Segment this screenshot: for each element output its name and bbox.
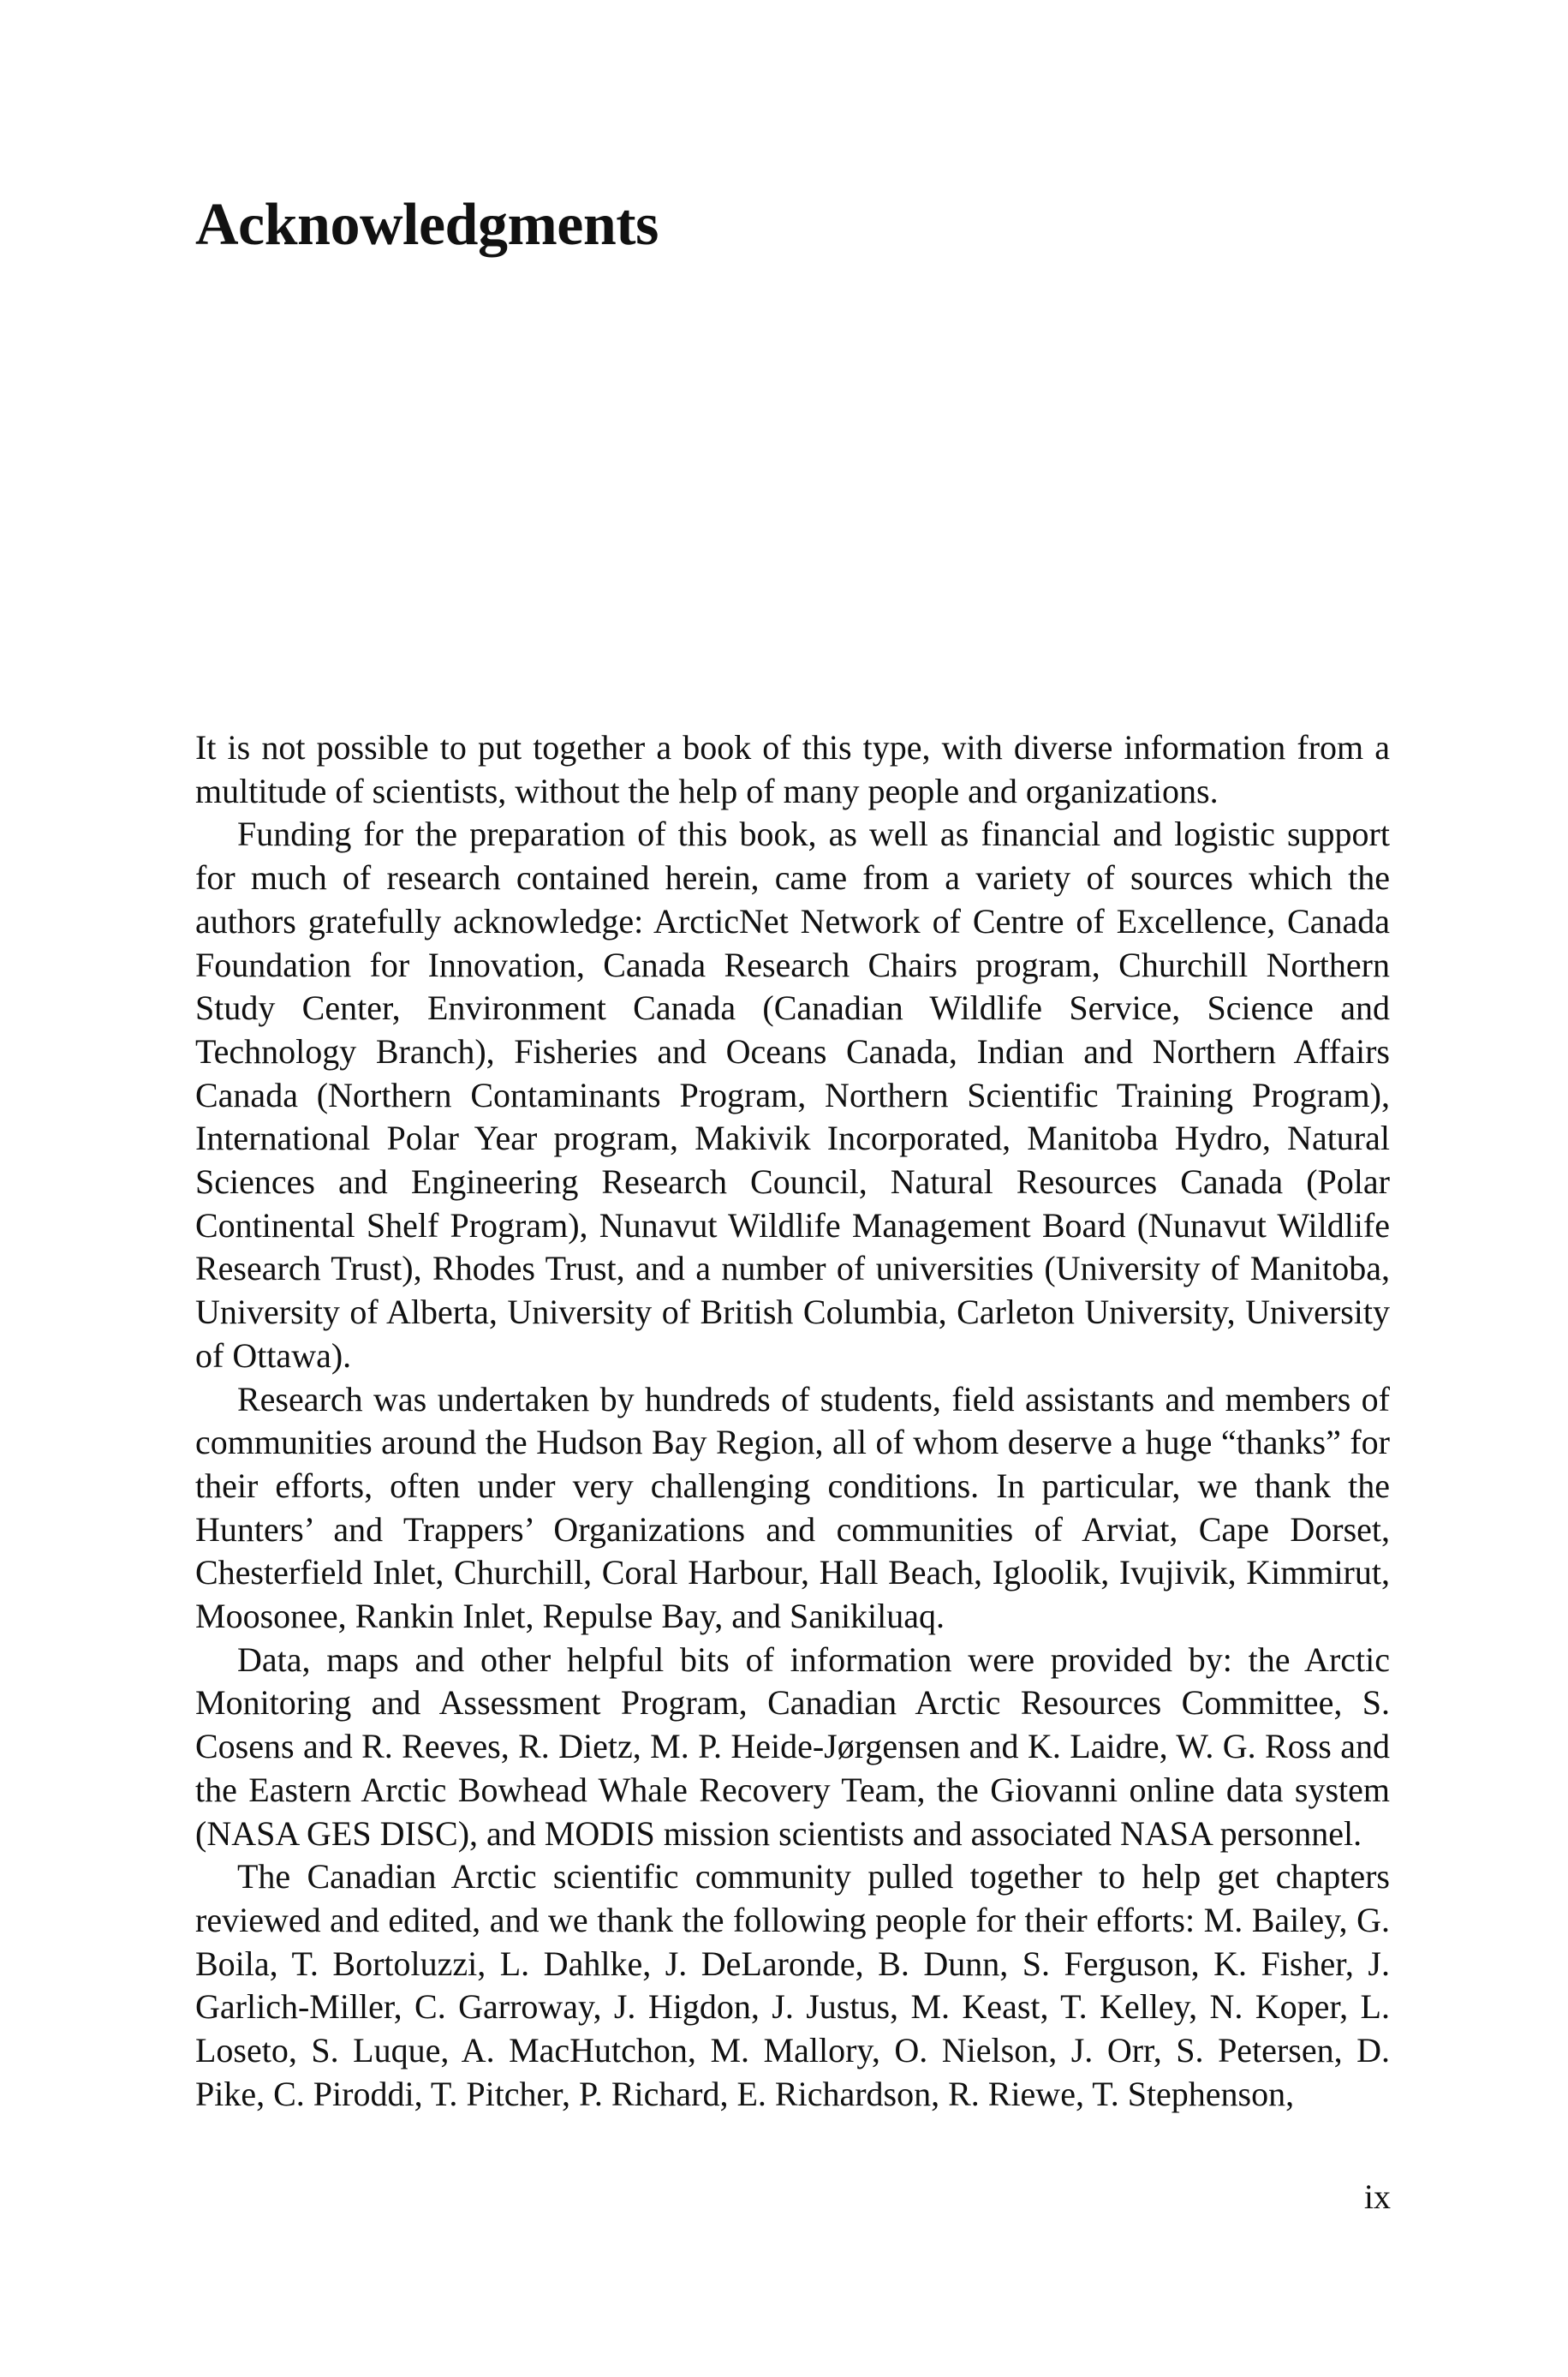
paragraph-reviewers: The Canadian Arctic scientific community pulled together to help get chapters reviewed and edited, and we thank the following people for their efforts: M. Bailey, G. Boila, T. Bortoluzzi, L. Dahlke, J. DeLaronde, B. Dunn, S. Ferguson, K. Fisher, J. Garlich-Miller, C. Garroway, J. Higdon, J. Justus, M. Keast, T. Kelley, N. Koper, L. Loseto, S. Luque, A. MacHutchon, M. Mallory, O. Nielson, J. Orr, S. Petersen, D. Pike, C. Piroddi, T. Pitcher, P. Richard, E. Richardson, R. Riewe, T. Stephenson, [195,1857,1390,2113]
paragraph-research-communities: Research was undertaken by hundreds of students, field assistants and members of communities around the Hudson Bay Region, all of whom deserve a huge “thanks” for their efforts, often under very challenging conditions. In particular, we thank the Hunters’ and Trappers’ Organizations and communities of Arviat, Cape Dorset, Chesterfield Inlet, Churchill, Coral Harbour, Hall Beach, Igloolik, Ivujivik, Kimmirut, Moosonee, Rankin Inlet, Repulse Bay, and Sanikiluaq. [195,1379,1390,1636]
paragraph-intro: It is not possible to put together a book of this type, with diverse information from a multitude of scientists, without the help of many people and organizations. [195,728,1390,810]
page-number: ix [1363,2177,1391,2216]
paragraph-funding: Funding for the preparation of this book, as well as financial and logistic support for much of research contained herein, came from a variety of sources which the authors gratefully acknowledge: ArcticNet Network of Centre of Excellence, Canada Foundation for Innovation, Canada Research Chairs program, Churchill Northern Study Center, Environment Canada (Canadian Wildlife Service, Science and Technology Branch), Fisheries and Oceans Canada, Indian and Northern Affairs Canada (Northern Contaminants Program, Northern Scientific Training Program), International Polar Year program, Makivik Incorporated, Manitoba Hydro, Natural Sciences and Engineering Research Council, Natural Resources Canada (Polar Continental Shelf Program), Nunavut Wildlife Management Board (Nunavut Wildlife Research Trust), Rhodes Trust, and a number of universities (University of Manitoba, University of Alberta, University of British Columbia, Carleton University, University of Ottawa). [195,815,1390,1375]
acknowledgments-body [195,726,1390,2117]
chapter-title: Acknowledgments [195,192,659,258]
paragraph-data-sources: Data, maps and other helpful bits of information were provided by: the Arctic Monitoring and Assessment Program, Canadian Arctic Resources Committee, S. Cosens and R. Reeves, R. Dietz, M. P. Heide-Jørgensen and K. Laidre, W. G. Ross and the Eastern Arctic Bowhead Whale Recovery Team, the Giovanni online data system (NASA GES DISC), and MODIS mission scientists and associated NASA personnel. [195,1639,1390,1853]
